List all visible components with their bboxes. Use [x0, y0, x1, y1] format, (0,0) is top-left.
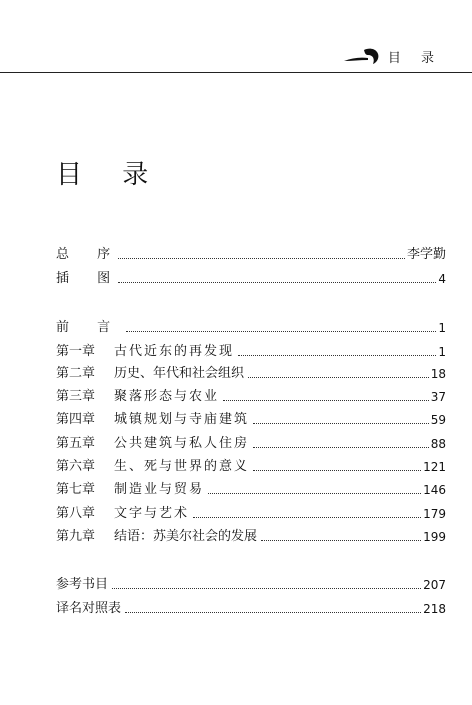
dot-leader: [193, 517, 421, 518]
entry-page: 李学勤: [406, 247, 446, 262]
entry-label: 第一章: [56, 344, 96, 359]
toc-entry-chapter-5[interactable]: [56, 430, 446, 452]
entry-label: 第五章: [56, 436, 96, 451]
entry-label: 第六章: [56, 459, 96, 474]
entry-label: 插 图: [56, 271, 123, 286]
entry-title: 制造业与贸易: [114, 482, 205, 497]
entry-page: 1: [438, 321, 446, 335]
entry-title: 古代近东的再发现: [114, 344, 235, 359]
dot-leader: [253, 447, 429, 448]
toc-entry-glossary[interactable]: [56, 595, 446, 617]
dot-leader: [112, 588, 421, 589]
entry-label: 译名对照表: [56, 601, 122, 616]
entry-page: 199: [423, 530, 446, 544]
entry-label: 第八章: [56, 506, 96, 521]
entry-page: 207: [423, 578, 446, 592]
toc-entry-chapter-6[interactable]: [56, 453, 446, 475]
entry-title: 生、死与世界的意义: [114, 459, 250, 474]
dot-leader: [253, 423, 429, 424]
dot-leader: [238, 355, 436, 356]
entry-label: 第七章: [56, 482, 96, 497]
dot-leader: [248, 377, 429, 378]
entry-label: 第九章: [56, 529, 96, 544]
header-rule: [0, 72, 472, 73]
entry-label: 总 序: [56, 247, 123, 262]
entry-label: 参考书目: [56, 577, 109, 592]
entry-page: 18: [430, 367, 446, 381]
entry-page: 88: [430, 437, 446, 451]
entry-page: 1: [438, 345, 446, 359]
toc-entry-preface[interactable]: [56, 241, 446, 263]
entry-title: 公共建筑与私人住房: [114, 436, 250, 451]
entry-title: 历史、年代和社会组织: [114, 366, 245, 381]
page-title: 目 录: [56, 160, 165, 190]
entry-label: 第三章: [56, 389, 96, 404]
ornament-icon: [344, 46, 384, 66]
entry-label: 第四章: [56, 412, 96, 427]
toc-entry-chapter-4[interactable]: [56, 406, 446, 428]
entry-title: 城镇规划与寺庙建筑: [114, 412, 250, 427]
toc-entry-chapter-1[interactable]: [56, 338, 446, 360]
dot-leader: [126, 331, 436, 332]
entry-title: 文字与艺术: [114, 506, 190, 521]
entry-page: 37: [430, 390, 446, 404]
entry-page: 218: [423, 602, 446, 616]
dot-leader: [118, 258, 405, 259]
dot-leader: [261, 540, 421, 541]
header-label: 目 录: [387, 50, 442, 66]
dot-leader: [253, 470, 421, 471]
entry-page: 179: [423, 507, 446, 521]
toc-entry-chapter-3[interactable]: [56, 383, 446, 405]
entry-page: 121: [423, 460, 446, 474]
entry-label: 第二章: [56, 366, 96, 381]
dot-leader: [125, 612, 421, 613]
toc-entry-foreword[interactable]: [56, 314, 446, 336]
dot-leader: [223, 400, 429, 401]
toc-entry-bibliography[interactable]: [56, 571, 446, 593]
entry-page: 4: [438, 272, 446, 286]
entry-label: 前 言: [56, 320, 123, 335]
entry-title: 结语：苏美尔社会的发展: [114, 529, 258, 544]
toc-entry-chapter-8[interactable]: [56, 500, 446, 522]
dot-leader: [208, 493, 421, 494]
running-header: [344, 46, 442, 66]
toc-entry-chapter-2[interactable]: [56, 360, 446, 382]
toc-entry-chapter-9[interactable]: [56, 523, 446, 545]
entry-page: 59: [430, 413, 446, 427]
entry-page: 146: [423, 483, 446, 497]
toc-entry-chapter-7[interactable]: [56, 476, 446, 498]
entry-title: 聚落形态与农业: [114, 389, 220, 404]
dot-leader: [118, 282, 436, 283]
toc-entry-illustrations[interactable]: [56, 265, 446, 287]
